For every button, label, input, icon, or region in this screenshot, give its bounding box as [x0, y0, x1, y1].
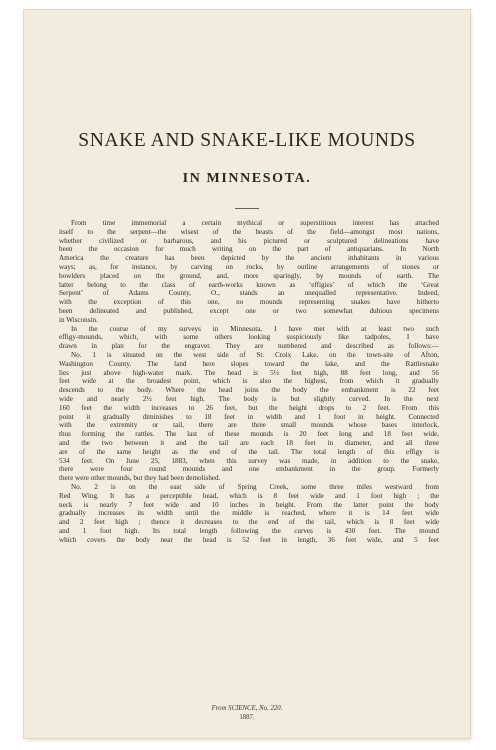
text-line: From time immemorial a certain mythical or superstitious interest has attached: [71, 219, 439, 227]
text-line: been delineated and published, except one or two somewhat dubious specimens: [59, 306, 439, 315]
text-line: latter belong to the class of earth-works known as ‘effigies’ of which the ‘Great: [59, 280, 439, 289]
text-line: wide and nearly 2½ feet high. The body is but slightly curved. In the next: [59, 394, 439, 403]
text-line: feet wide at the broadest point, which is also the highest, from which it gradually: [59, 377, 439, 386]
page-subtitle: IN MINNESOTA.: [182, 171, 312, 186]
text-line: No. 1 is situated on the west side of St. Croix Lake, on the town-site of Afton,: [71, 350, 439, 359]
source-footer: [24, 704, 470, 722]
text-line: thus forming the rattles. The last of these mounds is 20 feet long and 18 feet wide,: [59, 430, 439, 439]
text-line: and 2 feet high ; thence it decreases to the end of the tail, which is 8 feet wide: [59, 518, 439, 527]
text-line: No. 2 is on the east side of Spring Creek, some three miles westward from: [71, 482, 439, 491]
article-body: [59, 219, 439, 544]
text-line: 534 feet. On June 25, 1883, when this survey was made, in addition to the snake,: [59, 456, 439, 465]
text-line: there were other mounds, but they had been demolished.: [59, 474, 221, 483]
page-title: SNAKE AND SNAKE-LIKE MOUNDS: [78, 130, 416, 151]
document-page: [24, 10, 470, 738]
text-line: point it gradually diminishes to 18 feet in width and 1 foot in height. Connected: [59, 412, 439, 421]
text-line: America the creature has been depicted by the ancient inhabitants in various: [59, 254, 439, 263]
text-line: In the course of my surveys in Minnesota, I have met with at least two such: [71, 324, 439, 333]
text-line: lies just above high-water mark. The head is 5½ feet high, 88 feet long, and 56: [59, 368, 439, 377]
text-line: descends to the body. Where the head joins the body the embankment is 22 feet: [59, 386, 439, 395]
text-line: Serpent’ of Adams County, O., stands an unequalled representative. Indeed,: [59, 289, 439, 298]
text-line: Washington County. The land here slopes toward the lake, and the Rattlesnake: [59, 359, 439, 368]
text-line: and the two between it and the tail are each 18 feet in diameter, and all three: [59, 438, 439, 447]
text-line: been the occasion for much writing on the part of antiquarians. In North: [59, 245, 439, 254]
text-line: neck is nearly 7 feet wide and 10 inches in height. From the latter point the body: [59, 500, 439, 509]
text-line: itself to the serpent—the wisest of the beasts of the field—amongst most nations,: [59, 227, 439, 236]
text-line: gradually increases its width until the middle is reached, where it is 14 feet wide: [59, 509, 439, 518]
text-line: ways; as, for instance, by carving on rocks, by outline arrangements of stones or: [59, 262, 439, 271]
publication-year: 1887.: [239, 714, 255, 721]
text-line: drawn in plan for the engraver. They are numbered and described as follows:—: [59, 342, 439, 351]
text-line: whether civilized or barbarous, and his pictured or sculptured delineations have: [59, 236, 439, 245]
text-line: with the extremity or tail, there are three small mounds whose bases interlock,: [59, 421, 439, 430]
title-divider: [235, 208, 259, 209]
source-citation: From SCIENCE, No. 220.: [211, 705, 283, 712]
text-line: with the exception of this one, no mounds representing snakes have hitherto: [59, 298, 439, 307]
text-line: are of the same height as the end of the tail. The total length of this effigy is: [59, 447, 439, 456]
text-line: which covers the body near the head is 52 feet in length, 36 feet wide, and 5 feet: [59, 535, 439, 544]
text-line: bowlders placed on the ground, and, more sparingly, by mounds of earth. The: [59, 271, 439, 280]
text-line: effigy-mounds, which, with some others looking suspiciously like tadpoles, I have: [59, 333, 439, 342]
text-line: there were four round mounds and one embankment in the group. Formerly: [59, 465, 439, 474]
text-line: and 1 foot high. Its total length following the curves is 430 feet. The mound: [59, 526, 439, 535]
text-line: 160 feet the width increases to 26 feet, but the height drops to 2 feet. From this: [59, 403, 439, 412]
text-line: Red Wing. It has a perceptible head, which is 8 feet wide and 1 foot high ; the: [59, 491, 439, 500]
text-line: in Wisconsin.: [59, 315, 98, 324]
